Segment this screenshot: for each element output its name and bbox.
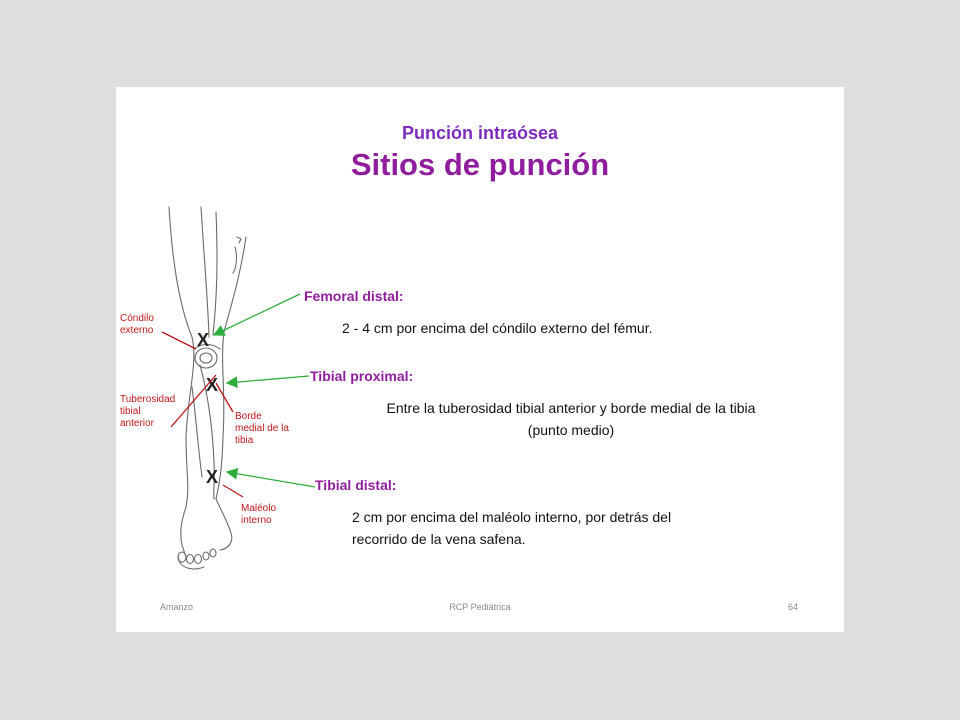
footer-author: Amanzo	[160, 602, 194, 612]
slide-title: Sitios de punción	[350, 147, 610, 182]
marker-x-tibial-proximal: X	[206, 375, 219, 395]
site-heading-tibial-proximal: Tibial proximal:	[310, 368, 414, 384]
marker-x-femoral: X	[197, 330, 210, 350]
site-desc-tibial-distal-line2: recorrido de la vena safena.	[352, 531, 526, 547]
green-arrows	[214, 294, 315, 487]
label-condilo-line1: Cóndilo	[120, 313, 154, 324]
marker-x-tibial-distal: X	[206, 467, 219, 487]
site-heading-femoral-distal: Femoral distal:	[304, 288, 404, 304]
footer-page-number: 64	[788, 602, 799, 612]
label-borde-line3: tibia	[235, 435, 254, 446]
label-maleolo-line1: Maléolo	[241, 503, 277, 514]
label-borde-line2: medial de la	[235, 423, 289, 434]
site-desc-tibial-proximal-line1: Entre la tuberosidad tibial anterior y borde medial de la tibia	[386, 400, 756, 416]
site-desc-tibial-distal-line1: 2 cm por encima del maléolo interno, por detrás del	[352, 509, 672, 525]
label-tuberosidad-line2: tibial	[120, 406, 141, 417]
label-tuberosidad-line3: anterior	[120, 418, 154, 429]
leg-illustration	[116, 87, 844, 632]
label-borde-line1: Borde	[235, 411, 262, 422]
label-borde-medial	[235, 411, 289, 447]
label-tuberosidad-line1: Tuberosidad	[120, 394, 176, 405]
site-desc-tibial-distal	[352, 506, 671, 550]
site-desc-tibial-proximal	[316, 397, 826, 441]
site-desc-tibial-proximal-line2: (punto medio)	[527, 422, 615, 438]
label-condilo-externo	[120, 313, 154, 337]
site-heading-tibial-distal: Tibial distal:	[315, 477, 397, 493]
site-desc-femoral-distal: 2 - 4 cm por encima del cóndilo externo del fémur.	[342, 320, 653, 336]
slide	[116, 87, 844, 632]
footer-course: RCP Pediátrica	[449, 602, 511, 612]
label-tuberosidad-tibial	[120, 394, 175, 430]
slide-subtitle: Punción intraósea	[401, 123, 559, 143]
label-condilo-line2: externo	[120, 325, 154, 336]
label-maleolo-interno	[241, 503, 276, 527]
label-maleolo-line2: interno	[241, 515, 272, 526]
